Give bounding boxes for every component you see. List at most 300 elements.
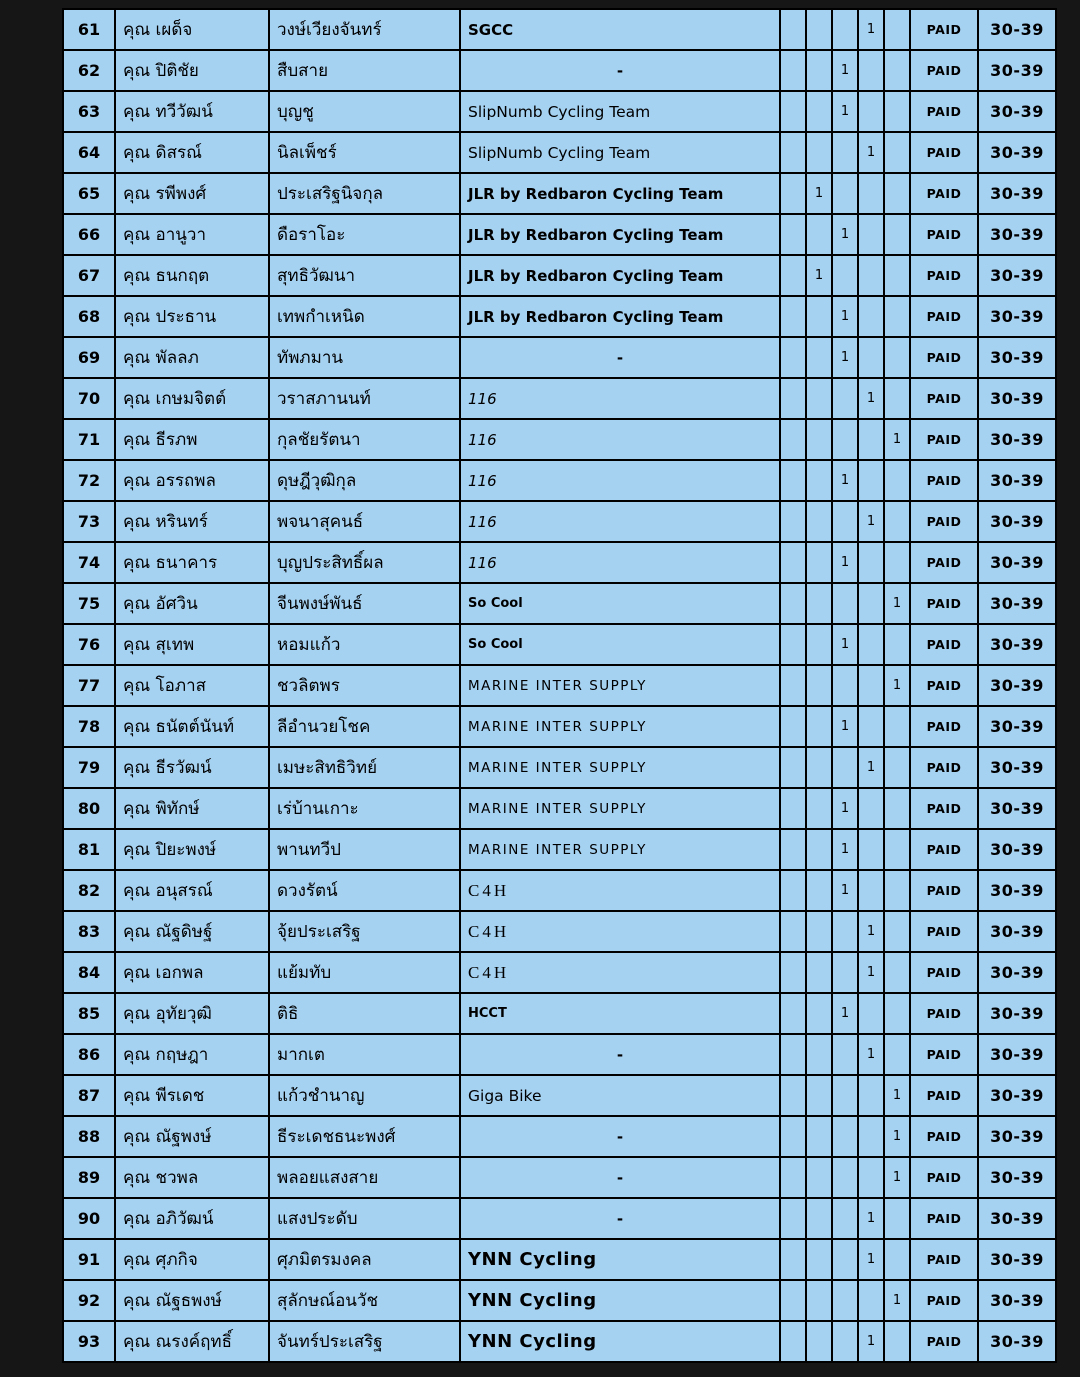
mark-cell-4	[858, 870, 884, 911]
mark-cell-1	[780, 214, 806, 255]
rider-last-name: สุทธิวัฒนา	[269, 255, 460, 296]
payment-status: PAID	[910, 132, 978, 173]
mark-cell-5	[884, 255, 910, 296]
rider-last-name: บุญประสิทธิ์ผล	[269, 542, 460, 583]
rider-title-first-name: คุณ รพีพงศ์	[115, 173, 269, 214]
mark-cell-4	[858, 91, 884, 132]
payment-status: PAID	[910, 91, 978, 132]
rider-title-first-name: คุณ ณรงค์ฤทธิ์	[115, 1321, 269, 1362]
rider-last-name: ชวลิตพร	[269, 665, 460, 706]
mark-cell-2	[806, 829, 832, 870]
mark-cell-1	[780, 378, 806, 419]
team-name: -	[460, 50, 780, 91]
mark-cell-1	[780, 870, 806, 911]
team-name: -	[460, 337, 780, 378]
mark-cell-1	[780, 296, 806, 337]
payment-status: PAID	[910, 1198, 978, 1239]
payment-status: PAID	[910, 419, 978, 460]
mark-cell-4	[858, 706, 884, 747]
mark-cell-1	[780, 747, 806, 788]
mark-cell-3	[832, 378, 858, 419]
mark-cell-4	[858, 50, 884, 91]
row-number: 62	[63, 50, 115, 91]
rider-title-first-name: คุณ โอภาส	[115, 665, 269, 706]
mark-cell-3	[832, 1157, 858, 1198]
age-category: 30-39	[978, 542, 1056, 583]
mark-cell-4	[858, 419, 884, 460]
team-name: SlipNumb Cycling Team	[460, 91, 780, 132]
payment-status: PAID	[910, 50, 978, 91]
rider-title-first-name: คุณ เผด็จ	[115, 9, 269, 50]
row-number: 64	[63, 132, 115, 173]
table-row	[63, 911, 1056, 952]
mark-cell-3: 1	[832, 624, 858, 665]
mark-cell-1	[780, 911, 806, 952]
table-row	[63, 419, 1056, 460]
mark-cell-1	[780, 583, 806, 624]
payment-status: PAID	[910, 1239, 978, 1280]
mark-cell-2	[806, 870, 832, 911]
mark-cell-3	[832, 255, 858, 296]
mark-cell-1	[780, 460, 806, 501]
payment-status: PAID	[910, 1075, 978, 1116]
payment-status: PAID	[910, 173, 978, 214]
mark-cell-5	[884, 1198, 910, 1239]
payment-status: PAID	[910, 583, 978, 624]
row-number: 81	[63, 829, 115, 870]
row-number: 86	[63, 1034, 115, 1075]
mark-cell-3: 1	[832, 460, 858, 501]
age-category: 30-39	[978, 747, 1056, 788]
team-name: -	[460, 1157, 780, 1198]
age-category: 30-39	[978, 706, 1056, 747]
mark-cell-5	[884, 870, 910, 911]
mark-cell-2	[806, 1116, 832, 1157]
rider-last-name: จีนพงษ์พันธ์	[269, 583, 460, 624]
row-number: 65	[63, 173, 115, 214]
rider-title-first-name: คุณ ศุภกิจ	[115, 1239, 269, 1280]
roster-rows	[63, 9, 1056, 1362]
team-name: 116	[460, 501, 780, 542]
mark-cell-1	[780, 952, 806, 993]
mark-cell-3	[832, 501, 858, 542]
mark-cell-3: 1	[832, 706, 858, 747]
rider-last-name: แย้มทับ	[269, 952, 460, 993]
mark-cell-2	[806, 1034, 832, 1075]
team-name: C4H	[460, 911, 780, 952]
rider-title-first-name: คุณ พัลลภ	[115, 337, 269, 378]
mark-cell-5	[884, 296, 910, 337]
row-number: 77	[63, 665, 115, 706]
mark-cell-1	[780, 1157, 806, 1198]
mark-cell-4	[858, 214, 884, 255]
table-row	[63, 747, 1056, 788]
rider-last-name: ลีอำนวยโชค	[269, 706, 460, 747]
mark-cell-3	[832, 1034, 858, 1075]
mark-cell-2	[806, 1198, 832, 1239]
mark-cell-5	[884, 91, 910, 132]
team-name: YNN Cycling	[460, 1280, 780, 1321]
mark-cell-2	[806, 788, 832, 829]
payment-status: PAID	[910, 1280, 978, 1321]
mark-cell-4	[858, 296, 884, 337]
age-category: 30-39	[978, 132, 1056, 173]
age-category: 30-39	[978, 214, 1056, 255]
team-name: -	[460, 1198, 780, 1239]
mark-cell-3: 1	[832, 993, 858, 1034]
mark-cell-3	[832, 1280, 858, 1321]
team-name: YNN Cycling	[460, 1321, 780, 1362]
row-number: 72	[63, 460, 115, 501]
payment-status: PAID	[910, 665, 978, 706]
payment-status: PAID	[910, 870, 978, 911]
mark-cell-3	[832, 1321, 858, 1362]
rider-last-name: จันทร์ประเสริฐ	[269, 1321, 460, 1362]
rider-last-name: ดวงรัตน์	[269, 870, 460, 911]
table-row	[63, 952, 1056, 993]
rider-last-name: ประเสริฐนิจกุล	[269, 173, 460, 214]
mark-cell-5	[884, 1321, 910, 1362]
mark-cell-1	[780, 1321, 806, 1362]
mark-cell-1	[780, 1198, 806, 1239]
mark-cell-5	[884, 460, 910, 501]
mark-cell-2: 1	[806, 173, 832, 214]
age-category: 30-39	[978, 419, 1056, 460]
rider-title-first-name: คุณ ณัฐดิษฐ์	[115, 911, 269, 952]
mark-cell-2	[806, 706, 832, 747]
row-number: 82	[63, 870, 115, 911]
rider-last-name: เร่บ้านเกาะ	[269, 788, 460, 829]
team-name: So Cool	[460, 583, 780, 624]
row-number: 88	[63, 1116, 115, 1157]
mark-cell-3: 1	[832, 91, 858, 132]
mark-cell-5	[884, 829, 910, 870]
mark-cell-1	[780, 50, 806, 91]
mark-cell-1	[780, 993, 806, 1034]
age-category: 30-39	[978, 1157, 1056, 1198]
mark-cell-2	[806, 1321, 832, 1362]
row-number: 68	[63, 296, 115, 337]
mark-cell-2	[806, 9, 832, 50]
team-name: MARINE INTER SUPPLY	[460, 665, 780, 706]
rider-title-first-name: คุณ หรินทร์	[115, 501, 269, 542]
rider-last-name: พานทวีป	[269, 829, 460, 870]
age-category: 30-39	[978, 378, 1056, 419]
table-row	[63, 583, 1056, 624]
payment-status: PAID	[910, 706, 978, 747]
mark-cell-3	[832, 1075, 858, 1116]
mark-cell-1	[780, 255, 806, 296]
mark-cell-3: 1	[832, 214, 858, 255]
row-number: 92	[63, 1280, 115, 1321]
mark-cell-5: 1	[884, 583, 910, 624]
mark-cell-3	[832, 583, 858, 624]
age-category: 30-39	[978, 255, 1056, 296]
mark-cell-5	[884, 747, 910, 788]
table-row	[63, 173, 1056, 214]
rider-title-first-name: คุณ อภิวัฒน์	[115, 1198, 269, 1239]
mark-cell-2	[806, 1280, 832, 1321]
row-number: 73	[63, 501, 115, 542]
row-number: 70	[63, 378, 115, 419]
mark-cell-1	[780, 1239, 806, 1280]
mark-cell-2	[806, 747, 832, 788]
row-number: 67	[63, 255, 115, 296]
table-row	[63, 1239, 1056, 1280]
age-category: 30-39	[978, 1198, 1056, 1239]
age-category: 30-39	[978, 583, 1056, 624]
team-name: JLR by Redbaron Cycling Team	[460, 255, 780, 296]
rider-title-first-name: คุณ ธนาคาร	[115, 542, 269, 583]
mark-cell-5	[884, 378, 910, 419]
age-category: 30-39	[978, 624, 1056, 665]
mark-cell-3	[832, 132, 858, 173]
payment-status: PAID	[910, 993, 978, 1034]
mark-cell-2	[806, 665, 832, 706]
rider-title-first-name: คุณ ธีรภพ	[115, 419, 269, 460]
age-category: 30-39	[978, 460, 1056, 501]
table-row	[63, 1075, 1056, 1116]
table-row	[63, 132, 1056, 173]
rider-last-name: ธีระเดชธนะพงศ์	[269, 1116, 460, 1157]
rider-title-first-name: คุณ อนุสรณ์	[115, 870, 269, 911]
payment-status: PAID	[910, 214, 978, 255]
mark-cell-4	[858, 173, 884, 214]
age-category: 30-39	[978, 1034, 1056, 1075]
rider-title-first-name: คุณ พิทักษ์	[115, 788, 269, 829]
team-name: 116	[460, 542, 780, 583]
table-row	[63, 1198, 1056, 1239]
mark-cell-4: 1	[858, 1034, 884, 1075]
age-category: 30-39	[978, 50, 1056, 91]
rider-last-name: เมษะสิทธิวิทย์	[269, 747, 460, 788]
rider-last-name: พลอยแสงสาย	[269, 1157, 460, 1198]
mark-cell-2	[806, 296, 832, 337]
rider-last-name: สุลักษณ์อนวัช	[269, 1280, 460, 1321]
rider-title-first-name: คุณ ธนัตต์นันท์	[115, 706, 269, 747]
mark-cell-4: 1	[858, 1321, 884, 1362]
payment-status: PAID	[910, 1321, 978, 1362]
mark-cell-2	[806, 419, 832, 460]
team-name: SlipNumb Cycling Team	[460, 132, 780, 173]
table-row	[63, 255, 1056, 296]
payment-status: PAID	[910, 501, 978, 542]
rider-last-name: นิลเพ็ชร์	[269, 132, 460, 173]
payment-status: PAID	[910, 378, 978, 419]
row-number: 76	[63, 624, 115, 665]
mark-cell-4	[858, 1116, 884, 1157]
mark-cell-1	[780, 1116, 806, 1157]
mark-cell-4: 1	[858, 1239, 884, 1280]
rider-title-first-name: คุณ สุเทพ	[115, 624, 269, 665]
mark-cell-4	[858, 665, 884, 706]
table-row	[63, 665, 1056, 706]
mark-cell-3	[832, 173, 858, 214]
mark-cell-4	[858, 583, 884, 624]
mark-cell-3	[832, 1239, 858, 1280]
mark-cell-5	[884, 9, 910, 50]
mark-cell-4	[858, 460, 884, 501]
mark-cell-2	[806, 378, 832, 419]
team-name: MARINE INTER SUPPLY	[460, 706, 780, 747]
rider-last-name: ทัพภมาน	[269, 337, 460, 378]
table-row	[63, 501, 1056, 542]
payment-status: PAID	[910, 952, 978, 993]
table-row	[63, 9, 1056, 50]
rider-last-name: ติธิ	[269, 993, 460, 1034]
rider-title-first-name: คุณ อานูวา	[115, 214, 269, 255]
rider-title-first-name: คุณ ณัฐธพงษ์	[115, 1280, 269, 1321]
mark-cell-5	[884, 337, 910, 378]
rider-title-first-name: คุณ อรรถพล	[115, 460, 269, 501]
age-category: 30-39	[978, 501, 1056, 542]
row-number: 91	[63, 1239, 115, 1280]
mark-cell-1	[780, 9, 806, 50]
age-category: 30-39	[978, 173, 1056, 214]
mark-cell-1	[780, 419, 806, 460]
age-category: 30-39	[978, 1321, 1056, 1362]
mark-cell-4	[858, 993, 884, 1034]
mark-cell-1	[780, 173, 806, 214]
mark-cell-2	[806, 952, 832, 993]
mark-cell-5: 1	[884, 1157, 910, 1198]
mark-cell-4: 1	[858, 952, 884, 993]
table-row	[63, 1116, 1056, 1157]
age-category: 30-39	[978, 296, 1056, 337]
mark-cell-4: 1	[858, 501, 884, 542]
mark-cell-5	[884, 173, 910, 214]
age-category: 30-39	[978, 993, 1056, 1034]
team-name: 116	[460, 378, 780, 419]
mark-cell-4	[858, 1280, 884, 1321]
table-row	[63, 829, 1056, 870]
rider-title-first-name: คุณ ทวีวัฒน์	[115, 91, 269, 132]
mark-cell-2	[806, 337, 832, 378]
mark-cell-2	[806, 460, 832, 501]
team-name: -	[460, 1034, 780, 1075]
mark-cell-4: 1	[858, 132, 884, 173]
mark-cell-5	[884, 993, 910, 1034]
mark-cell-5	[884, 706, 910, 747]
rider-last-name: วงษ์เวียงจันทร์	[269, 9, 460, 50]
payment-status: PAID	[910, 1157, 978, 1198]
mark-cell-4	[858, 337, 884, 378]
mark-cell-1	[780, 788, 806, 829]
mark-cell-3	[832, 9, 858, 50]
row-number: 66	[63, 214, 115, 255]
mark-cell-5: 1	[884, 1116, 910, 1157]
team-name: SGCC	[460, 9, 780, 50]
rider-title-first-name: คุณ เกษมจิตต์	[115, 378, 269, 419]
mark-cell-5: 1	[884, 1280, 910, 1321]
table-row	[63, 337, 1056, 378]
mark-cell-3	[832, 747, 858, 788]
mark-cell-2	[806, 50, 832, 91]
rider-last-name: กุลชัยรัตนา	[269, 419, 460, 460]
row-number: 61	[63, 9, 115, 50]
mark-cell-1	[780, 91, 806, 132]
mark-cell-4	[858, 829, 884, 870]
row-number: 90	[63, 1198, 115, 1239]
row-number: 71	[63, 419, 115, 460]
team-name: JLR by Redbaron Cycling Team	[460, 214, 780, 255]
mark-cell-4	[858, 624, 884, 665]
table-row	[63, 1321, 1056, 1362]
rider-title-first-name: คุณ อุทัยวุฒิ	[115, 993, 269, 1034]
mark-cell-2	[806, 1075, 832, 1116]
mark-cell-2: 1	[806, 255, 832, 296]
rider-title-first-name: คุณ ปิติชัย	[115, 50, 269, 91]
mark-cell-4: 1	[858, 9, 884, 50]
payment-status: PAID	[910, 542, 978, 583]
table-row	[63, 214, 1056, 255]
rider-last-name: มากเต	[269, 1034, 460, 1075]
mark-cell-2	[806, 501, 832, 542]
mark-cell-5: 1	[884, 665, 910, 706]
rider-last-name: พจนาสุคนธ์	[269, 501, 460, 542]
rider-title-first-name: คุณ ประธาน	[115, 296, 269, 337]
mark-cell-3	[832, 952, 858, 993]
table-row	[63, 788, 1056, 829]
age-category: 30-39	[978, 952, 1056, 993]
age-category: 30-39	[978, 1075, 1056, 1116]
row-number: 89	[63, 1157, 115, 1198]
rider-title-first-name: คุณ ดิสรณ์	[115, 132, 269, 173]
age-category: 30-39	[978, 1116, 1056, 1157]
mark-cell-3: 1	[832, 337, 858, 378]
rider-roster-table	[62, 8, 1057, 1363]
team-name: C4H	[460, 952, 780, 993]
rider-last-name: ศุภมิตรมงคล	[269, 1239, 460, 1280]
rider-last-name: สืบสาย	[269, 50, 460, 91]
age-category: 30-39	[978, 337, 1056, 378]
team-name: JLR by Redbaron Cycling Team	[460, 296, 780, 337]
row-number: 84	[63, 952, 115, 993]
mark-cell-4: 1	[858, 747, 884, 788]
mark-cell-5	[884, 50, 910, 91]
payment-status: PAID	[910, 1034, 978, 1075]
mark-cell-2	[806, 1157, 832, 1198]
table-row	[63, 460, 1056, 501]
rider-last-name: แสงประดับ	[269, 1198, 460, 1239]
mark-cell-3	[832, 665, 858, 706]
table-row	[63, 1157, 1056, 1198]
team-name: 116	[460, 460, 780, 501]
rider-last-name: บุญชู	[269, 91, 460, 132]
payment-status: PAID	[910, 337, 978, 378]
row-number: 83	[63, 911, 115, 952]
mark-cell-3: 1	[832, 50, 858, 91]
mark-cell-4	[858, 788, 884, 829]
rider-title-first-name: คุณ ณัฐพงษ์	[115, 1116, 269, 1157]
mark-cell-5	[884, 1239, 910, 1280]
table-row	[63, 1034, 1056, 1075]
mark-cell-2	[806, 132, 832, 173]
mark-cell-5	[884, 542, 910, 583]
mark-cell-5: 1	[884, 1075, 910, 1116]
payment-status: PAID	[910, 9, 978, 50]
mark-cell-1	[780, 665, 806, 706]
mark-cell-3	[832, 1198, 858, 1239]
mark-cell-1	[780, 624, 806, 665]
team-name: Giga Bike	[460, 1075, 780, 1116]
mark-cell-4	[858, 255, 884, 296]
team-name: MARINE INTER SUPPLY	[460, 788, 780, 829]
row-number: 93	[63, 1321, 115, 1362]
payment-status: PAID	[910, 829, 978, 870]
rider-title-first-name: คุณ กฤษฎา	[115, 1034, 269, 1075]
team-name: YNN Cycling	[460, 1239, 780, 1280]
